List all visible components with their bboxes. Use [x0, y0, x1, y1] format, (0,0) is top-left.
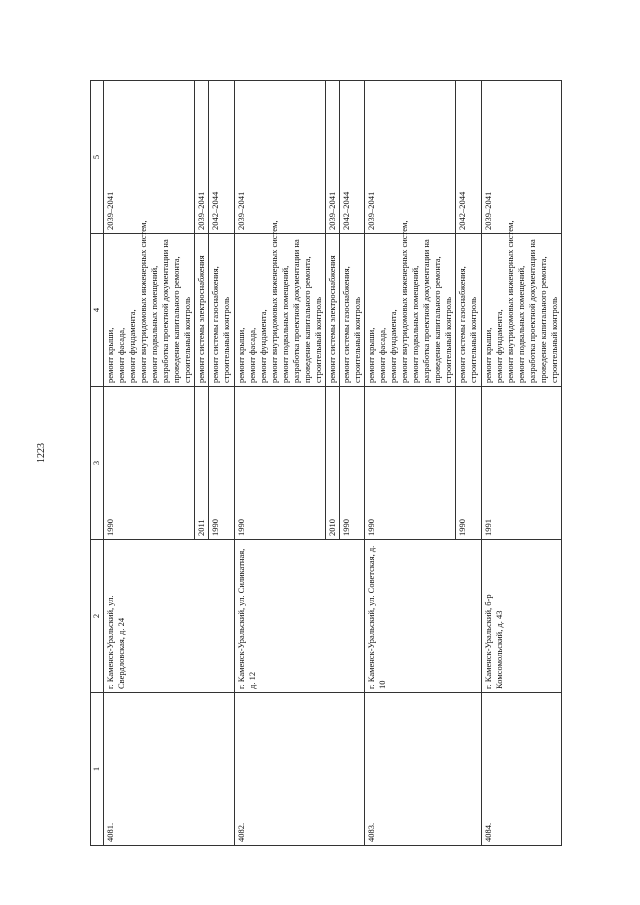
year-cell: 1990 [234, 387, 325, 540]
period-cell: 2042–2044 [339, 81, 364, 234]
works-cell [209, 234, 234, 387]
work-item: разработка проектной документации на [290, 239, 301, 383]
work-item: проведение капитального ремонта, [171, 256, 182, 383]
row-number: 4081. [104, 693, 235, 846]
work-item: строительный контроль [443, 296, 454, 383]
work-item: ремонт фундамента, [127, 309, 138, 383]
works-cell [339, 234, 364, 387]
column-header-1: 1 [91, 693, 104, 846]
address-cell: г. Каменск-Уральский, ул. Советская, д. 10 [365, 540, 481, 693]
header-row [91, 81, 104, 846]
work-item: ремонт фасада, [246, 327, 257, 383]
work-item: ремонт крыши, [482, 327, 493, 383]
period-cell: 2039–2041 [481, 81, 561, 234]
work-item: ремонт крыши, [235, 327, 246, 383]
row-number: 4083. [365, 693, 481, 846]
year-cell: 1990 [339, 387, 364, 540]
table-row [104, 81, 195, 846]
works-cell [104, 220, 195, 387]
works-cell [481, 220, 561, 387]
year-cell: 2011 [195, 387, 209, 540]
work-item: строительный контроль [468, 296, 479, 383]
address-cell: г. Каменск-Уральский, ул. Свердловская, д. 24 [104, 540, 235, 693]
work-item: ремонт крыши, [105, 327, 115, 383]
table-row [481, 81, 561, 846]
work-item: ремонт фасада, [377, 327, 388, 383]
period-cell: 2039–2041 [365, 81, 456, 234]
year-cell: 1990 [209, 387, 234, 540]
column-header-2: 2 [91, 540, 104, 693]
period-cell: 2042–2044 [209, 81, 234, 234]
work-item: строительный контроль [351, 296, 362, 383]
table-frame [90, 80, 590, 846]
work-item: разработка проектной документации на [160, 239, 171, 383]
table-row [365, 81, 456, 846]
period-cell: 2039–2041 [234, 81, 325, 234]
works-cell [365, 220, 456, 387]
address-cell: г. Каменск-Уральский, б-р Комсомольский, д. 43 [481, 540, 561, 693]
work-item: строительный контроль [221, 296, 232, 383]
work-item: проведение капитального ремонта, [301, 256, 312, 383]
work-item: ремонт крыши, [366, 327, 377, 383]
period-cell: 2039–2041 [325, 81, 339, 234]
repair-schedule-table [90, 80, 562, 846]
row-number: 4082. [234, 693, 365, 846]
work-item: ремонт фундамента, [388, 309, 399, 383]
works-cell [456, 234, 481, 387]
period-cell: 2042–2044 [456, 81, 481, 234]
year-cell: 1990 [456, 387, 481, 540]
table-row [234, 81, 325, 846]
year-cell: 2010 [325, 387, 339, 540]
work-item: ремонт фасада, [116, 327, 127, 383]
work-item: ремонт фундамента, [493, 309, 504, 383]
works-cell [195, 234, 209, 387]
work-item: ремонт системы газоснабжения, [210, 266, 221, 383]
work-item: ремонт подвальных помещений, [410, 265, 421, 383]
work-item: проведение капитального ремонта, [432, 256, 443, 383]
work-item: ремонт внутридомовых инженерных систем, [268, 220, 279, 383]
work-item: ремонт внутридомовых инженерных систем, [399, 220, 410, 383]
work-item: проведение капитального ремонта, [537, 256, 548, 383]
row-number: 4084. [481, 693, 561, 846]
work-item: ремонт системы газоснабжения, [340, 266, 351, 383]
year-cell: 1991 [481, 387, 561, 540]
work-item: ремонт подвальных помещений, [279, 265, 290, 383]
work-item: ремонт фундамента, [257, 309, 268, 383]
work-item: ремонт подвальных помещений, [515, 265, 526, 383]
work-item: ремонт системы электроснабжения [326, 255, 337, 383]
table-body [104, 81, 562, 846]
period-cell: 2039–2041 [104, 81, 195, 234]
work-item: ремонт внутридомовых инженерных систем, [138, 220, 149, 383]
work-item: ремонт системы электроснабжения [196, 255, 207, 383]
work-item: разработка проектной документации на [526, 239, 537, 383]
year-cell: 1990 [365, 387, 456, 540]
column-header-3: 3 [91, 387, 104, 540]
year-cell: 1990 [104, 387, 195, 540]
work-item: ремонт внутридомовых инженерных систем, [504, 220, 515, 383]
column-header-5: 5 [91, 81, 104, 234]
work-item: разработка проектной документации на [421, 239, 432, 383]
works-cell [234, 220, 325, 387]
work-item: строительный контроль [182, 296, 193, 383]
works-cell [325, 234, 339, 387]
work-item: строительный контроль [312, 296, 323, 383]
period-cell: 2039–2041 [195, 81, 209, 234]
column-header-4: 4 [91, 234, 104, 387]
address-cell: г. Каменск-Уральский, ул. Силикатная, д. 12 [234, 540, 365, 693]
work-item: строительный контроль [548, 296, 559, 383]
page-number: 1223 [36, 443, 47, 463]
work-item: ремонт системы газоснабжения, [457, 266, 468, 383]
work-item: ремонт подвальных помещений, [149, 265, 160, 383]
